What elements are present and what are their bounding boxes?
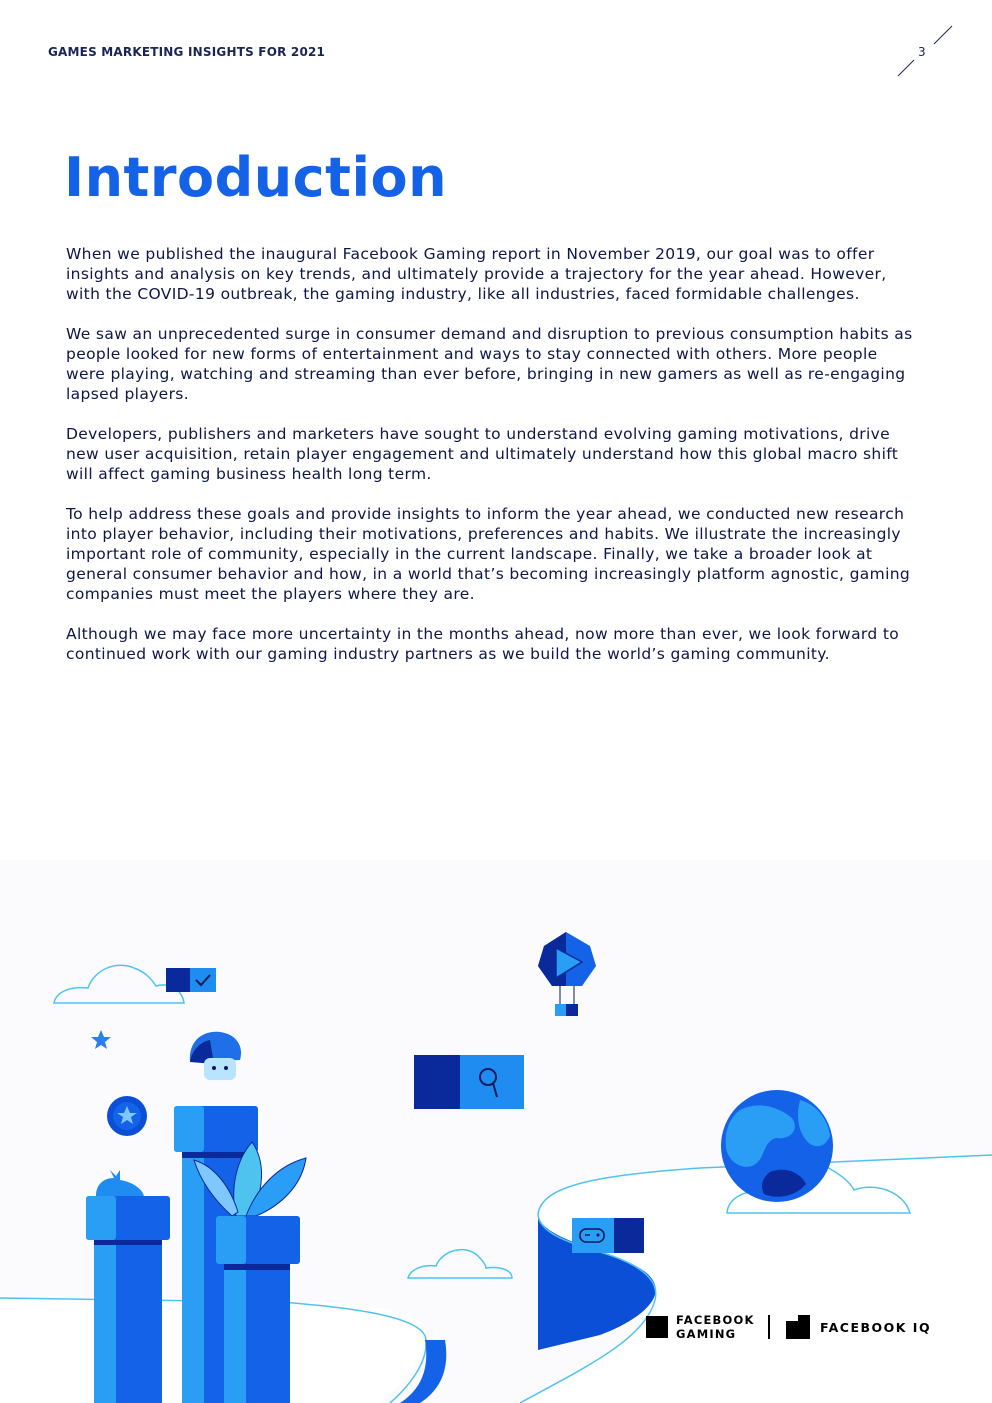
logo-gaming-line1: FACEBOOK — [676, 1313, 755, 1327]
paragraph: Although we may face more uncertainty in the months ahead, now more than ever, we look forward to continued work with our gaming industry partners as we build the world’s gaming community. — [66, 625, 900, 663]
page-number: 3 — [918, 45, 926, 59]
paragraph: We saw an unprecedented surge in consumer demand and disruption to previous consumption habits as people looked for new forms of entertainment and ways to stay connected with others. More people were playing, watching and streaming than ever before, bringing in new gamers as well as re-engaging lapsed players. — [66, 325, 913, 403]
facebook-gaming-logo — [646, 1313, 755, 1341]
page-title: Introduction — [64, 146, 448, 209]
logo-gaming-line2: GAMING — [676, 1327, 737, 1341]
facebook-iq-logo-mark-icon — [786, 1315, 810, 1339]
page-number-slash-decoration — [896, 24, 956, 80]
facebook-gaming-logo-mark-icon — [646, 1316, 668, 1338]
logo-iq-text: FACEBOOK IQ — [820, 1319, 932, 1335]
paragraph: To help address these goals and provide insights to inform the year ahead, we conducted new research into player behavior, including their motivations, preferences and habits. We illustrate the increasingly important role of community, especially in the current landscape. Finally, we take a broader look at general consumer behavior and how, in a world that’s becoming increasingly platform agnostic, gaming companies must meet the players where they are. — [66, 505, 911, 603]
logo-divider — [768, 1315, 770, 1339]
paragraph: Developers, publishers and marketers have sought to understand evolving gaming motivations, drive new user acquisition, retain player engagement and ultimately understand how this global macro shift will affect gaming business health long term. — [66, 425, 899, 483]
paragraph: When we published the inaugural Facebook Gaming report in November 2019, our goal was to offer insights and analysis on key trends, and ultimately provide a trajectory for the year ahead. However, with the COVID-19 outbreak, the gaming industry, like all industries, faced formidable challenges. — [66, 245, 887, 303]
intro-body — [66, 244, 916, 684]
facebook-iq-logo — [786, 1315, 931, 1339]
running-head: GAMES MARKETING INSIGHTS FOR 2021 — [48, 45, 326, 59]
